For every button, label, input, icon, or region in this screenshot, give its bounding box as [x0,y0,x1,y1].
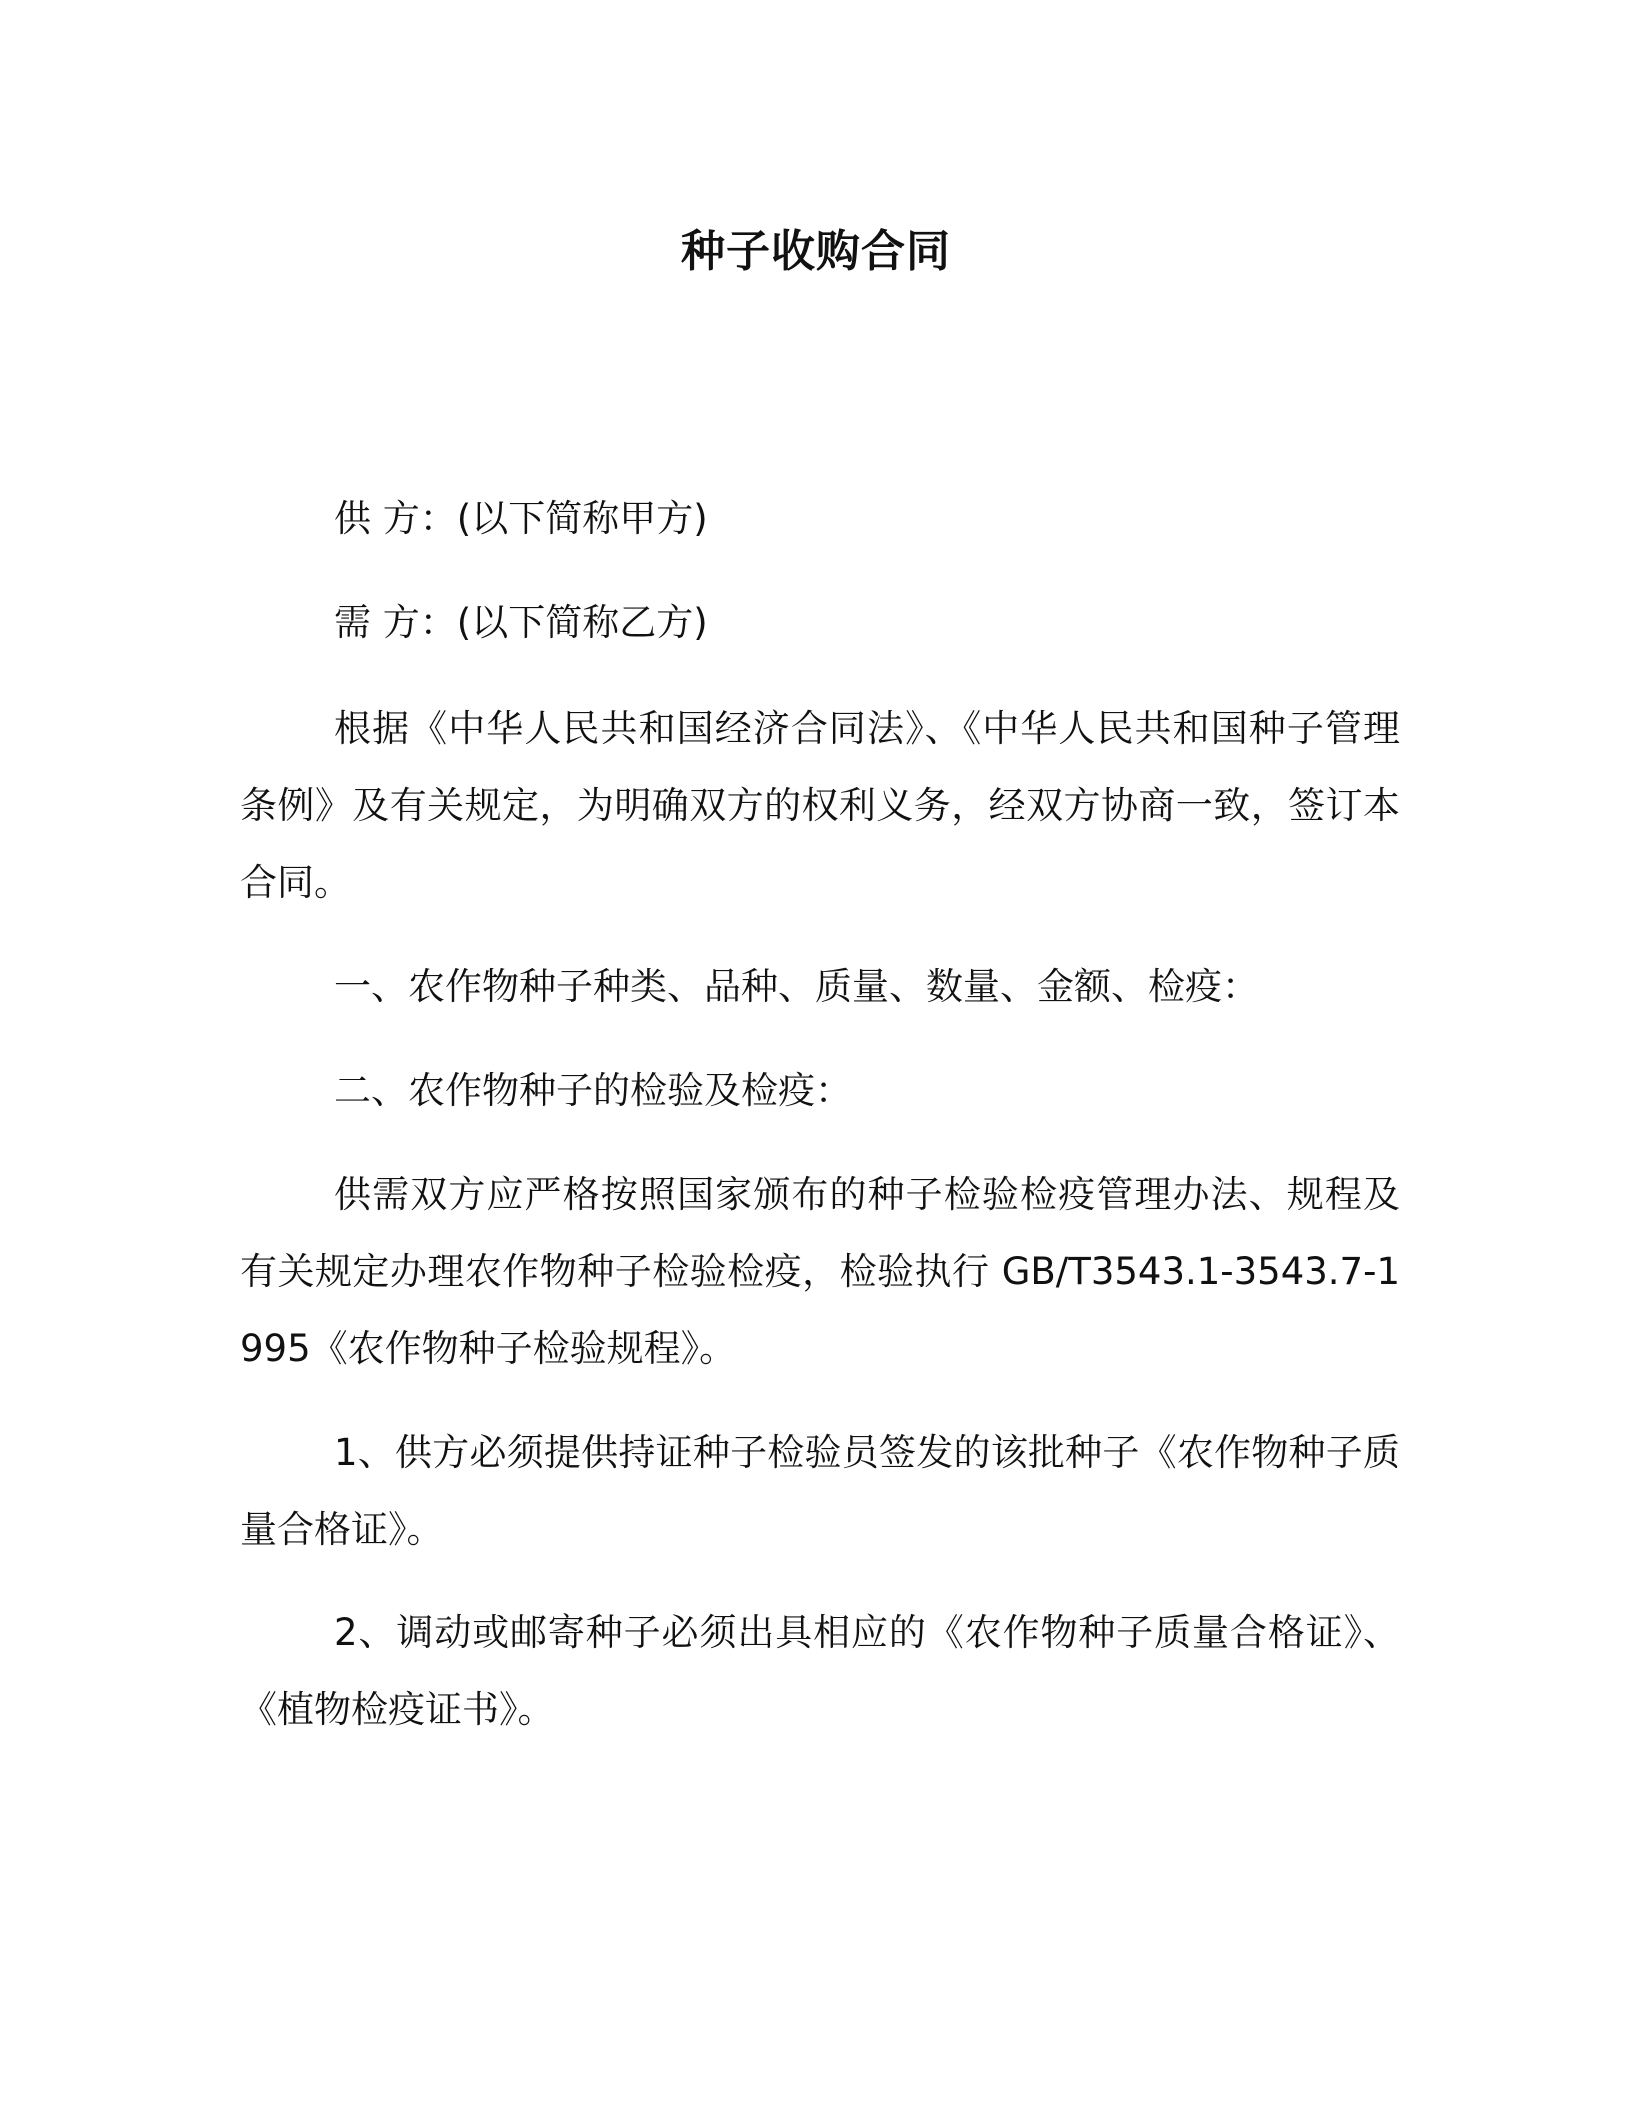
inspection-paragraph: 供需双方应严格按照国家颁布的种子检验检疫管理办法、规程及有关规定办理农作物种子检验检疫，检验执行 GB/T3543.1-3543.7-1995《农作物种子检验规程》。 [240,1173,1400,1370]
supplier-line: 供 方：(以下简称甲方) [334,497,708,540]
preamble-paragraph: 根据《中华人民共和国经济合同法》、《中华人民共和国种子管理条例》及有关规定，为明确双方的权利义务，经双方协商一致，签订本合同。 [240,707,1400,904]
buyer-line: 需 方：(以下简称乙方) [334,601,708,644]
clause-2-paragraph: 2、调动或邮寄种子必须出具相应的《农作物种子质量合格证》、《植物检疫证书》。 [240,1611,1400,1731]
document-title: 种子收购合同 [681,226,951,277]
section-2-heading: 二、农作物种子的检验及检疫： [334,1069,852,1112]
section-1-heading: 一、农作物种子种类、品种、质量、数量、金额、检疫： [334,965,1259,1008]
clause-1-paragraph: 1、供方必须提供持证种子检验员签发的该批种子《农作物种子质量合格证》。 [240,1431,1400,1551]
